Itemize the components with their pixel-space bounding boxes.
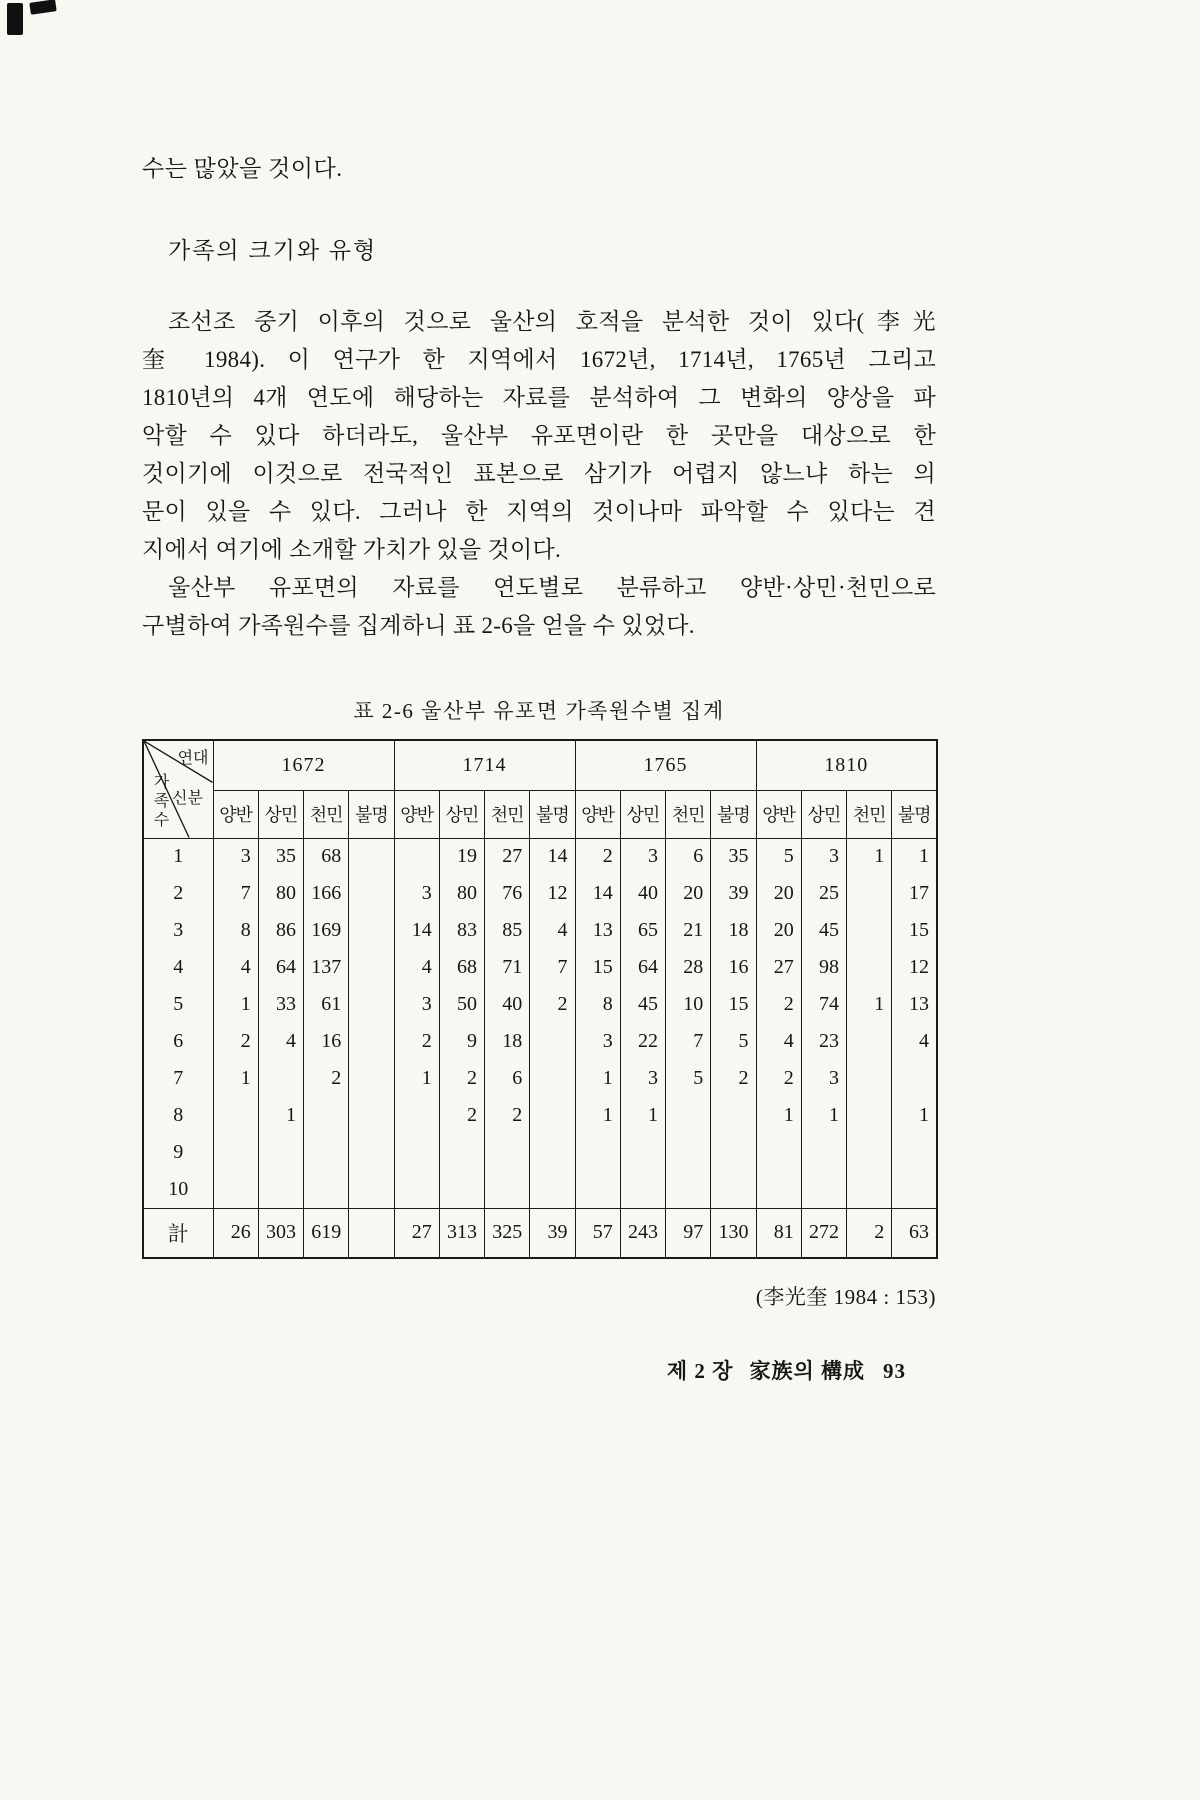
paragraph-line: 구별하여 가족원수를 집계하니 표 2-6을 얻을 수 있었다.	[142, 613, 695, 638]
table-cell: 13	[575, 912, 620, 949]
table-cell	[349, 1023, 394, 1060]
table-cell	[394, 1171, 439, 1208]
table-cell	[801, 1171, 846, 1208]
scan-artifact	[29, 0, 56, 15]
table-cell: 1	[213, 1060, 258, 1097]
table-cell	[349, 1134, 394, 1171]
table-cell	[666, 1134, 711, 1171]
table-cell: 137	[304, 949, 349, 986]
table-cell	[349, 986, 394, 1023]
table-cell	[801, 1134, 846, 1171]
class-header: 불명	[349, 790, 394, 838]
table-cell	[530, 1171, 575, 1208]
table-cell: 50	[439, 986, 484, 1023]
table-cell	[394, 1097, 439, 1134]
table-cell: 2	[439, 1060, 484, 1097]
lead-sentence: 수는 많았을 것이다.	[142, 156, 343, 181]
table-cell: 1	[847, 838, 892, 875]
table-cell	[349, 1060, 394, 1097]
table-cell	[258, 1060, 303, 1097]
table-cell: 1	[847, 986, 892, 1023]
family-size-label: 4	[143, 949, 213, 986]
family-size-label: 7	[143, 1060, 213, 1097]
table-cell: 7	[666, 1023, 711, 1060]
table-cell: 33	[258, 986, 303, 1023]
table-cell: 1	[892, 1097, 937, 1134]
table-row	[143, 1134, 937, 1171]
class-header: 양반	[394, 790, 439, 838]
class-header: 천민	[304, 790, 349, 838]
table-cell: 272	[801, 1208, 846, 1258]
table-cell	[620, 1171, 665, 1208]
table-cell: 64	[258, 949, 303, 986]
table-cell: 27	[394, 1208, 439, 1258]
family-size-table	[142, 739, 938, 1259]
table-cell: 80	[258, 875, 303, 912]
class-header: 상민	[801, 790, 846, 838]
table-cell	[575, 1134, 620, 1171]
table-cell: 27	[485, 838, 530, 875]
table-cell: 313	[439, 1208, 484, 1258]
table-cell: 6	[485, 1060, 530, 1097]
table-cell	[847, 1097, 892, 1134]
table-cell	[394, 1134, 439, 1171]
table-cell: 2	[394, 1023, 439, 1060]
table-row	[143, 1097, 937, 1134]
table-cell: 3	[620, 1060, 665, 1097]
table-cell	[530, 1097, 575, 1134]
class-header: 양반	[213, 790, 258, 838]
table-cell: 21	[666, 912, 711, 949]
class-header: 천민	[666, 790, 711, 838]
table-cell	[530, 1023, 575, 1060]
table-cell	[847, 912, 892, 949]
table-cell: 3	[213, 838, 258, 875]
corner-label-yeondae: 연대	[177, 750, 209, 767]
table-cell: 35	[711, 838, 756, 875]
table-cell: 1	[575, 1097, 620, 1134]
family-size-label: 6	[143, 1023, 213, 1060]
year-header: 1810	[756, 740, 937, 790]
footer-page-number: 93	[883, 1359, 906, 1383]
class-header: 천민	[485, 790, 530, 838]
table-cell	[530, 1060, 575, 1097]
table-cell: 12	[892, 949, 937, 986]
table-cell: 2	[304, 1060, 349, 1097]
table-cell: 7	[530, 949, 575, 986]
table-cell: 28	[666, 949, 711, 986]
corner-label-gajoksu: 가족수	[151, 773, 168, 830]
table-cell: 39	[530, 1208, 575, 1258]
table-cell	[892, 1060, 937, 1097]
table-cell: 45	[620, 986, 665, 1023]
year-header: 1672	[213, 740, 394, 790]
table-cell: 4	[394, 949, 439, 986]
table-cell: 2	[530, 986, 575, 1023]
table-cell: 8	[213, 912, 258, 949]
table-cell	[666, 1097, 711, 1134]
table-cell: 27	[756, 949, 801, 986]
table-cell	[349, 875, 394, 912]
table-cell	[213, 1171, 258, 1208]
table-cell	[213, 1097, 258, 1134]
family-size-label: 9	[143, 1134, 213, 1171]
table-cell: 16	[304, 1023, 349, 1060]
table-cell: 2	[439, 1097, 484, 1134]
family-size-label: 5	[143, 986, 213, 1023]
table-cell	[485, 1171, 530, 1208]
table-cell: 68	[439, 949, 484, 986]
table-cell: 1	[620, 1097, 665, 1134]
paragraphs	[142, 303, 936, 645]
paragraph-line: 문이 있을 수 있다. 그러나 한 지역의 것이나마 파악할 수 있다는 견	[142, 499, 936, 524]
table-cell	[485, 1134, 530, 1171]
table-cell: 18	[485, 1023, 530, 1060]
table-cell: 68	[304, 838, 349, 875]
table-cell: 2	[213, 1023, 258, 1060]
footer-chapter-title: 家族의 構成	[749, 1359, 865, 1383]
table-cell: 3	[620, 838, 665, 875]
footer-chapter: 제 2 장	[666, 1359, 734, 1383]
paragraph	[142, 569, 936, 645]
table-cell: 2	[756, 1060, 801, 1097]
table-cell: 169	[304, 912, 349, 949]
table-cell: 7	[213, 875, 258, 912]
table-cell	[666, 1171, 711, 1208]
table-cell: 20	[756, 912, 801, 949]
corner-label-sinbun: 신분	[172, 790, 203, 807]
table-cell	[439, 1171, 484, 1208]
table-cell: 40	[485, 986, 530, 1023]
paragraph-line: 조선조 중기 이후의 것으로 울산의 호적을 분석한 것이 있다(李光	[168, 309, 936, 334]
table-cell	[394, 838, 439, 875]
table-cell: 20	[666, 875, 711, 912]
class-header: 상민	[258, 790, 303, 838]
paragraph	[142, 303, 936, 569]
paragraph-line: 1810년의 4개 연도에 해당하는 자료를 분석하여 그 변화의 양상을 파	[142, 385, 936, 410]
table-cell	[349, 1171, 394, 1208]
table-cell: 71	[485, 949, 530, 986]
table-cell: 166	[304, 875, 349, 912]
table-total-row	[143, 1208, 937, 1258]
table-cell: 61	[304, 986, 349, 1023]
table-cell	[258, 1134, 303, 1171]
table-cell: 64	[620, 949, 665, 986]
table-cell: 2	[575, 838, 620, 875]
table-body	[143, 838, 937, 1258]
table-cell: 1	[801, 1097, 846, 1134]
table-cell: 83	[439, 912, 484, 949]
table-cell: 12	[530, 875, 575, 912]
table-cell	[847, 875, 892, 912]
table-head	[143, 740, 937, 838]
year-header: 1714	[394, 740, 575, 790]
table-cell	[756, 1134, 801, 1171]
table-row	[143, 949, 937, 986]
table-cell: 6	[666, 838, 711, 875]
table-cell: 2	[756, 986, 801, 1023]
table-cell	[892, 1171, 937, 1208]
table-cell: 5	[666, 1060, 711, 1097]
table-cell	[847, 1134, 892, 1171]
family-size-label: 3	[143, 912, 213, 949]
table-cell: 76	[485, 875, 530, 912]
table-cell: 303	[258, 1208, 303, 1258]
class-header: 천민	[847, 790, 892, 838]
table-cell: 10	[666, 986, 711, 1023]
table-cell: 25	[801, 875, 846, 912]
table-cell: 14	[575, 875, 620, 912]
paragraph-line: 것이기에 이것으로 전국적인 표본으로 삼기가 어렵지 않느냐 하는 의	[142, 461, 936, 486]
table-row	[143, 912, 937, 949]
table-cell: 2	[711, 1060, 756, 1097]
table-cell	[711, 1097, 756, 1134]
table-cell: 63	[892, 1208, 937, 1258]
total-row-label: 計	[143, 1208, 213, 1258]
table-cell: 1	[756, 1097, 801, 1134]
table-cell	[711, 1134, 756, 1171]
family-size-label: 8	[143, 1097, 213, 1134]
table-cell: 1	[575, 1060, 620, 1097]
paragraph-line: 지에서 여기에 소개할 가치가 있을 것이다.	[142, 537, 562, 562]
table-cell: 20	[756, 875, 801, 912]
table-cell: 80	[439, 875, 484, 912]
table-cell: 4	[892, 1023, 937, 1060]
table-cell: 2	[847, 1208, 892, 1258]
table-cell: 1	[258, 1097, 303, 1134]
table-cell: 130	[711, 1208, 756, 1258]
table-title: 표 2-6 울산부 유포면 가족원수별 집계	[353, 699, 725, 723]
class-header: 상민	[439, 790, 484, 838]
class-header: 불명	[892, 790, 937, 838]
table-row	[143, 1060, 937, 1097]
class-header: 양반	[575, 790, 620, 838]
table-cell: 97	[666, 1208, 711, 1258]
page-footer	[142, 1355, 936, 1385]
family-size-label: 1	[143, 838, 213, 875]
table-cell	[847, 949, 892, 986]
table-cell: 15	[892, 912, 937, 949]
table-row	[143, 875, 937, 912]
table-cell: 65	[620, 912, 665, 949]
table-cell: 45	[801, 912, 846, 949]
table-cell: 23	[801, 1023, 846, 1060]
family-size-label: 10	[143, 1171, 213, 1208]
table-cell: 86	[258, 912, 303, 949]
table-cell: 3	[801, 1060, 846, 1097]
year-header: 1765	[575, 740, 756, 790]
scan-artifact	[7, 3, 23, 35]
table-cell: 4	[756, 1023, 801, 1060]
table-cell: 8	[575, 986, 620, 1023]
table-cell: 243	[620, 1208, 665, 1258]
table-cell: 74	[801, 986, 846, 1023]
table-cell	[756, 1171, 801, 1208]
table-row	[143, 1023, 937, 1060]
table-cell	[304, 1097, 349, 1134]
page-content	[142, 150, 936, 1385]
table-cell	[530, 1134, 575, 1171]
table-cell	[258, 1171, 303, 1208]
table-cell: 4	[530, 912, 575, 949]
table-cell: 9	[439, 1023, 484, 1060]
table-cell	[349, 838, 394, 875]
family-size-label: 2	[143, 875, 213, 912]
table-cell	[349, 1097, 394, 1134]
table-cell	[847, 1171, 892, 1208]
table-cell: 13	[892, 986, 937, 1023]
class-header: 양반	[756, 790, 801, 838]
table-cell: 18	[711, 912, 756, 949]
table-cell: 57	[575, 1208, 620, 1258]
paragraph-line: 울산부 유포면의 자료를 연도별로 분류하고 양반·상민·천민으로	[168, 575, 936, 600]
table-cell: 39	[711, 875, 756, 912]
table-cell: 325	[485, 1208, 530, 1258]
paragraph-line: 악할 수 있다 하더라도, 울산부 유포면이란 한 곳만을 대상으로 한	[142, 423, 936, 448]
table-cell: 3	[801, 838, 846, 875]
table-cell	[711, 1171, 756, 1208]
source-note: (李光奎 1984 : 153)	[755, 1285, 936, 1309]
table-cell: 3	[394, 875, 439, 912]
table-cell: 98	[801, 949, 846, 986]
class-header: 불명	[711, 790, 756, 838]
table-cell: 81	[756, 1208, 801, 1258]
table-cell	[349, 912, 394, 949]
table-cell	[847, 1023, 892, 1060]
table-cell: 14	[530, 838, 575, 875]
table-class-row	[143, 790, 937, 838]
table-cell: 15	[575, 949, 620, 986]
table-cell: 5	[756, 838, 801, 875]
table-cell	[349, 1208, 394, 1258]
table-row	[143, 986, 937, 1023]
section-heading: 가족의 크기와 유형	[168, 238, 378, 263]
table-cell	[213, 1134, 258, 1171]
table-cell: 35	[258, 838, 303, 875]
table-cell: 17	[892, 875, 937, 912]
table-cell	[304, 1171, 349, 1208]
table-row	[143, 1171, 937, 1208]
table-cell: 16	[711, 949, 756, 986]
table-cell: 1	[892, 838, 937, 875]
table-cell: 1	[213, 986, 258, 1023]
table-year-row	[143, 740, 937, 790]
paragraph-line: 奎 1984). 이 연구가 한 지역에서 1672년, 1714년, 1765년 그리고	[142, 347, 936, 372]
table-cell	[439, 1134, 484, 1171]
table-cell: 85	[485, 912, 530, 949]
table-cell	[847, 1060, 892, 1097]
table-cell	[620, 1134, 665, 1171]
table-cell: 5	[711, 1023, 756, 1060]
table-cell: 22	[620, 1023, 665, 1060]
class-header: 상민	[620, 790, 665, 838]
table-row	[143, 838, 937, 875]
table-cell: 2	[485, 1097, 530, 1134]
table-cell: 14	[394, 912, 439, 949]
table-corner-cell	[143, 740, 213, 838]
table-cell: 4	[258, 1023, 303, 1060]
table-cell	[304, 1134, 349, 1171]
table-cell	[892, 1134, 937, 1171]
table-cell: 4	[213, 949, 258, 986]
class-header: 불명	[530, 790, 575, 838]
table-cell: 26	[213, 1208, 258, 1258]
table-cell: 3	[575, 1023, 620, 1060]
table-cell: 15	[711, 986, 756, 1023]
table-cell	[349, 949, 394, 986]
table-cell: 3	[394, 986, 439, 1023]
table-cell: 19	[439, 838, 484, 875]
table-cell: 1	[394, 1060, 439, 1097]
table-cell: 40	[620, 875, 665, 912]
table-cell: 619	[304, 1208, 349, 1258]
table-cell	[575, 1171, 620, 1208]
